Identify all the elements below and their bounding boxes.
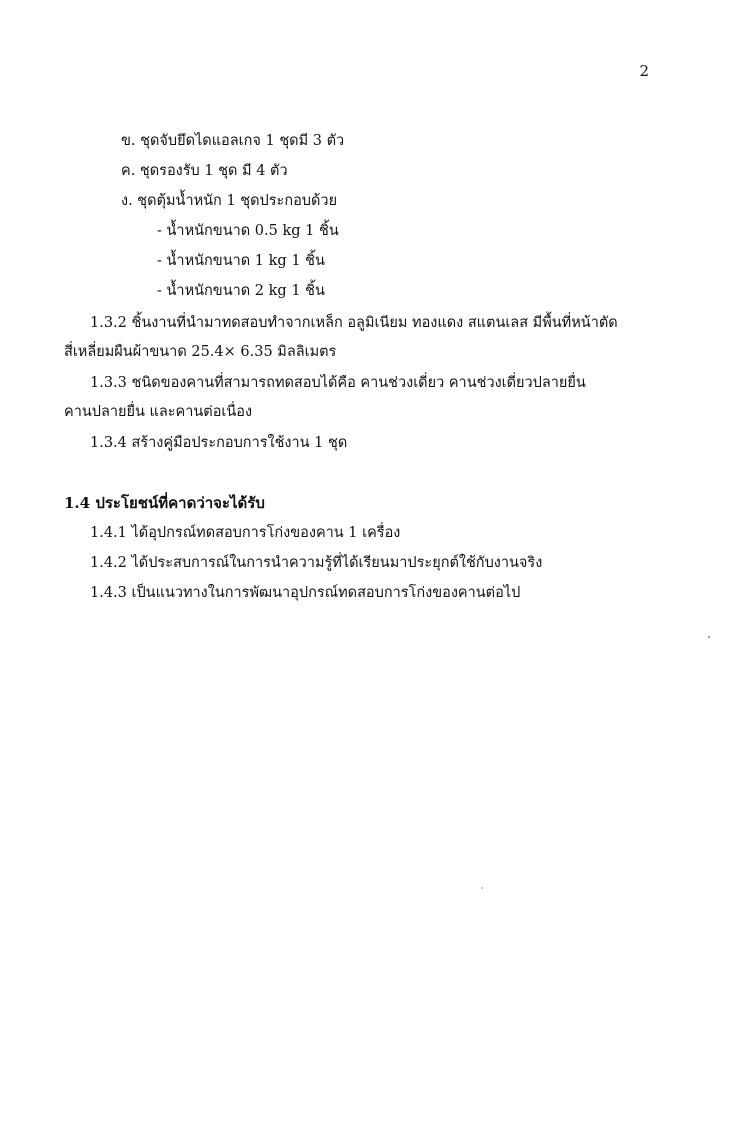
weight-item-1kg: - น้ำหนักขนาด 1 kg 1 ชิ้น — [157, 253, 325, 269]
paragraph-1-3-2-line-2: สี่เหลี่ยมผืนผ้าขนาด 25.4× 6.35 มิลลิเมตร — [64, 344, 337, 360]
scan-speck — [481, 887, 483, 889]
benefit-item-1-4-3: 1.4.3 เป็นแนวทางในการพัฒนาอุปกรณ์ทดสอบการโก่งของคานต่อไป — [90, 585, 521, 601]
paragraph-1-3-4: 1.3.4 สร้างคู่มือประกอบการใช้งาน 1 ชุด — [90, 435, 348, 451]
weight-item-2kg: - น้ำหนักขนาด 2 kg 1 ชิ้น — [157, 283, 325, 299]
paragraph-1-3-2-line-1: 1.3.2 ชิ้นงานที่นำมาทดสอบทำจากเหล็ก อลูมิเนียม ทองแดง สแตนเลส มีพื้นที่หน้าตัด — [90, 315, 618, 331]
benefit-item-1-4-2: 1.4.2 ได้ประสบการณ์ในการนำความรู้ที่ได้เรียนมาประยุกต์ใช้กับงานจริง — [90, 555, 543, 571]
list-item-kho: ข. ชุดจับยึดไดแอลเกจ 1 ชุดมี 3 ตัว — [121, 133, 345, 149]
benefit-item-1-4-1: 1.4.1 ได้อุปกรณ์ทดสอบการโก่งของคาน 1 เครื่อง — [90, 525, 401, 541]
weight-item-0-5kg: - น้ำหนักขนาด 0.5 kg 1 ชิ้น — [157, 223, 339, 239]
scan-speck — [708, 636, 710, 638]
page-number: 2 — [639, 62, 649, 80]
list-item-kho-khwai: ค. ชุดรองรับ 1 ชุด มี 4 ตัว — [121, 163, 288, 179]
paragraph-1-3-3-line-1: 1.3.3 ชนิดของคานที่สามารถทดสอบได้คือ คานช่วงเดี่ยว คานช่วงเดี่ยวปลายยื่น — [90, 375, 586, 391]
list-item-ngo: ง. ชุดตุ้มน้ำหนัก 1 ชุดประกอบด้วย — [121, 193, 338, 209]
section-heading-1-4: 1.4 ประโยชน์ที่คาดว่าจะได้รับ — [64, 494, 265, 512]
paragraph-1-3-3-line-2: คานปลายยื่น และคานต่อเนื่อง — [64, 404, 253, 420]
